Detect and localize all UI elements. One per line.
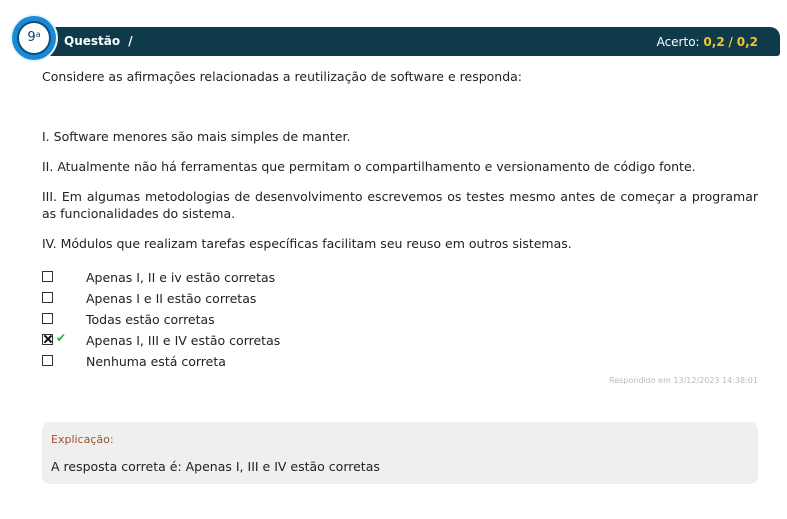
statement-1: I. Software menores são mais simples de manter.	[42, 129, 351, 144]
statement-3: III. Em algumas metodologias de desenvolvimento escrevemos os testes mesmo antes de começar a programar as funcionalidades do sistema.	[42, 189, 758, 221]
option-checkbox-checked[interactable]	[42, 334, 53, 345]
question-number-badge	[12, 16, 56, 60]
question-number-suffix: a	[35, 30, 41, 39]
score-max: 0,2	[736, 35, 758, 49]
score-separator: /	[728, 35, 733, 49]
score-label: Acerto:	[656, 35, 700, 49]
option-label: Apenas I, III e IV estão corretas	[86, 333, 281, 348]
answered-timestamp: Respondido em 13/12/2023 14:38:01	[609, 376, 758, 385]
option-label: Apenas I, II e iv estão corretas	[86, 270, 276, 285]
option-checkbox[interactable]	[42, 292, 53, 303]
correct-check-icon: ✔	[56, 331, 67, 345]
statement-4: IV. Módulos que realizam tarefas específicas facilitam seu reuso em outros sistemas.	[42, 236, 572, 251]
question-separator: /	[128, 34, 133, 48]
explanation-box	[42, 422, 758, 484]
question-label	[64, 34, 133, 48]
explanation-title: Explicação:	[51, 433, 114, 446]
option-label: Nenhuma está correta	[86, 354, 226, 369]
score	[657, 35, 758, 49]
question-title: Questão	[64, 34, 121, 48]
option-label: Todas estão corretas	[86, 312, 215, 327]
question-number: 9	[27, 30, 36, 45]
option-label: Apenas I e II estão corretas	[86, 291, 257, 306]
explanation-body: A resposta correta é: Apenas I, III e IV estão corretas	[51, 459, 380, 474]
statement-2: II. Atualmente não há ferramentas que permitam o compartilhamento e versionamento de código fonte.	[42, 159, 696, 174]
option-checkbox[interactable]	[42, 355, 53, 366]
score-value: 0,2	[703, 35, 725, 49]
option-checkbox[interactable]	[42, 271, 53, 282]
question-prompt: Considere as afirmações relacionadas a reutilização de software e responda:	[42, 69, 523, 84]
option-checkbox[interactable]	[42, 313, 53, 324]
